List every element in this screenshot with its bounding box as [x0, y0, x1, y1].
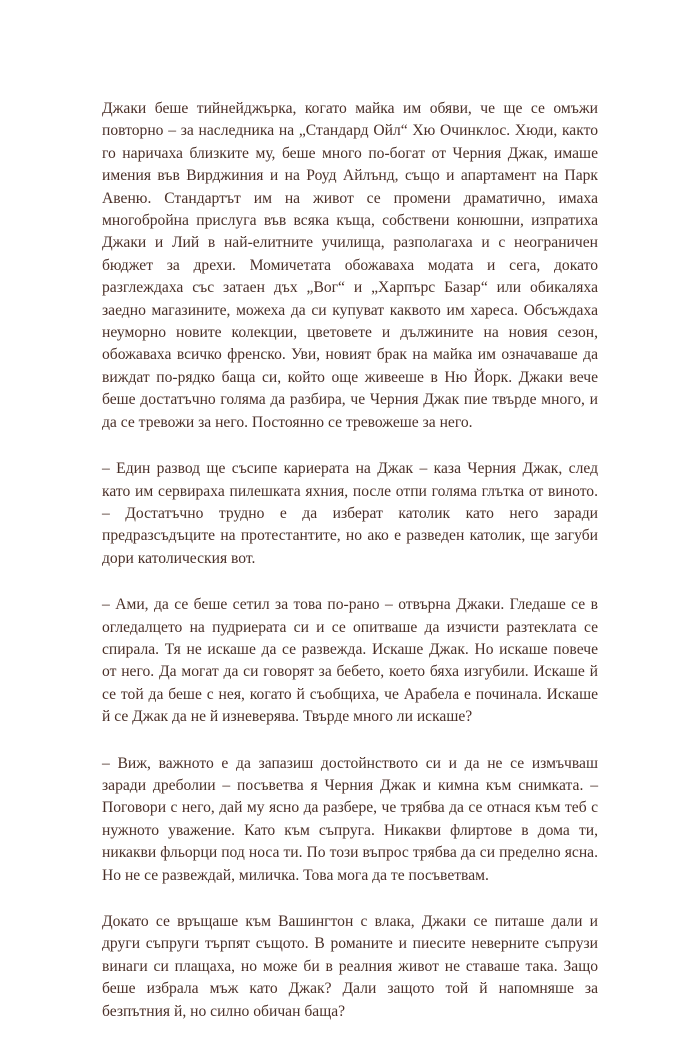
text-line: се той да беше с нея, когато й съобщиха, че Арабела е починала. Искаше: [102, 685, 598, 703]
text-line: неуморно новите колекции, цветовете и дължините на новия сезон,: [102, 324, 598, 342]
paragraph-5: [102, 911, 598, 1023]
text-line: – Ами, да се беше сетил за това по-рано – отвърна Джаки. Гледаше се в: [102, 596, 598, 614]
text-line: – Виж, важното е да запазиш достойнството си и да не се измъчваш: [102, 754, 598, 772]
text-line: беше достатъчно голяма да разбира, че Черния Джак пие твърде много, и: [102, 391, 598, 409]
text-line: заради дреболии – посъветва я Черния Джак и кимна към снимката. –: [102, 776, 598, 794]
text-line: безпътния й, но силно обичан баща?: [102, 1002, 346, 1020]
text-line: заедно магазините, можеха да си купуват каквото им хареса. Обсъждаха: [102, 301, 598, 319]
paragraph-3: [102, 594, 598, 728]
paragraph-1: [102, 98, 598, 434]
text-line: Джаки беше тийнейджърка, когато майка им обяви, че ще се омъжи: [102, 100, 598, 117]
text-line: винаги си плащаха, но може би в реалния живот не ставаше така. Защо: [102, 957, 598, 975]
text-line: имения във Вирджиния и на Роуд Айлънд, също и апартамент на Парк: [102, 167, 598, 185]
text-line: Докато се връщаше към Вашингтон с влака, Джаки се питаше дали и: [102, 913, 598, 930]
text-line: нужното уважение. Като към съпруга. Никакви флиртове в дома ти,: [102, 821, 598, 839]
text-line: – Достатъчно трудно е да изберат католик като него заради: [102, 504, 598, 522]
text-line: многобройна прислуга във всяка къща, собствени конюшни, изпратиха: [102, 212, 598, 230]
paragraph-4: [102, 753, 598, 887]
paragraph-2: [102, 458, 598, 570]
text-line: от него. Да могат да си говорят за бебето, което бяха изгубили. Искаше й: [102, 663, 598, 681]
text-line: обожаваха всичко френско. Уви, новият брак на майка им означаваше да: [102, 346, 598, 364]
text-line: Но не се развеждай, миличка. Това мога да те посъветвам.: [102, 866, 489, 884]
text-line: – Един развод ще съсипе кариерата на Джак – каза Черния Джак, след: [102, 460, 598, 478]
text-line: никакви фльорци под носа ти. По този въпрос трябва да си пределно ясна.: [102, 844, 598, 862]
text-line: Джаки и Лий в най-елитните училища, разполагаха и с неограничен: [102, 234, 598, 252]
text-line: дори католическия вот.: [102, 549, 256, 567]
text-line: да се тревожи за него. Постоянно се тревожеше за него.: [102, 413, 473, 431]
text-line: огледалцето на пудриерата си и се опитваше да изчисти разтеклата се: [102, 618, 598, 636]
text-line: Поговори с него, дай му ясно да разбере, че трябва да се отнася към теб с: [102, 799, 598, 817]
text-line: спирала. Тя не искаше да се развежда. Искаше Джак. Но искаше повече: [102, 640, 598, 658]
text-line: бюджет за дрехи. Момичетата обожаваха модата и сега, докато: [102, 256, 598, 274]
text-line: го наричаха близките му, беше много по-богат от Черния Джак, имаше: [102, 144, 598, 162]
text-line: като им сервираха пилешката яхния, после отпи голяма глътка от виното.: [102, 482, 598, 500]
text-line: виждат по-рядко баща си, който още живееше в Ню Йорк. Джаки вече: [102, 368, 598, 386]
text-line: други съпруги търпят същото. В романите и пиесите неверните съпрузи: [102, 935, 598, 953]
text-line: предразсъдъците на протестантите, но ако е разведен католик, ще загуби: [102, 527, 598, 545]
document-page: [102, 98, 598, 1047]
text-line: Авеню. Стандартът им на живот се промени драматично, имаха: [102, 189, 598, 207]
text-line: беше избрала мъж като Джак? Дали защото той й напомняше за: [102, 980, 598, 998]
text-line: разглеждаха със затаен дъх „Вог“ и „Харпърс Базар“ или обикаляха: [102, 279, 598, 297]
text-line: повторно – за наследника на „Стандард Ойл“ Хю Очинклос. Хюди, както: [102, 122, 598, 140]
text-line: й се Джак да не й изневерява. Твърде много ли искаше?: [102, 708, 473, 726]
